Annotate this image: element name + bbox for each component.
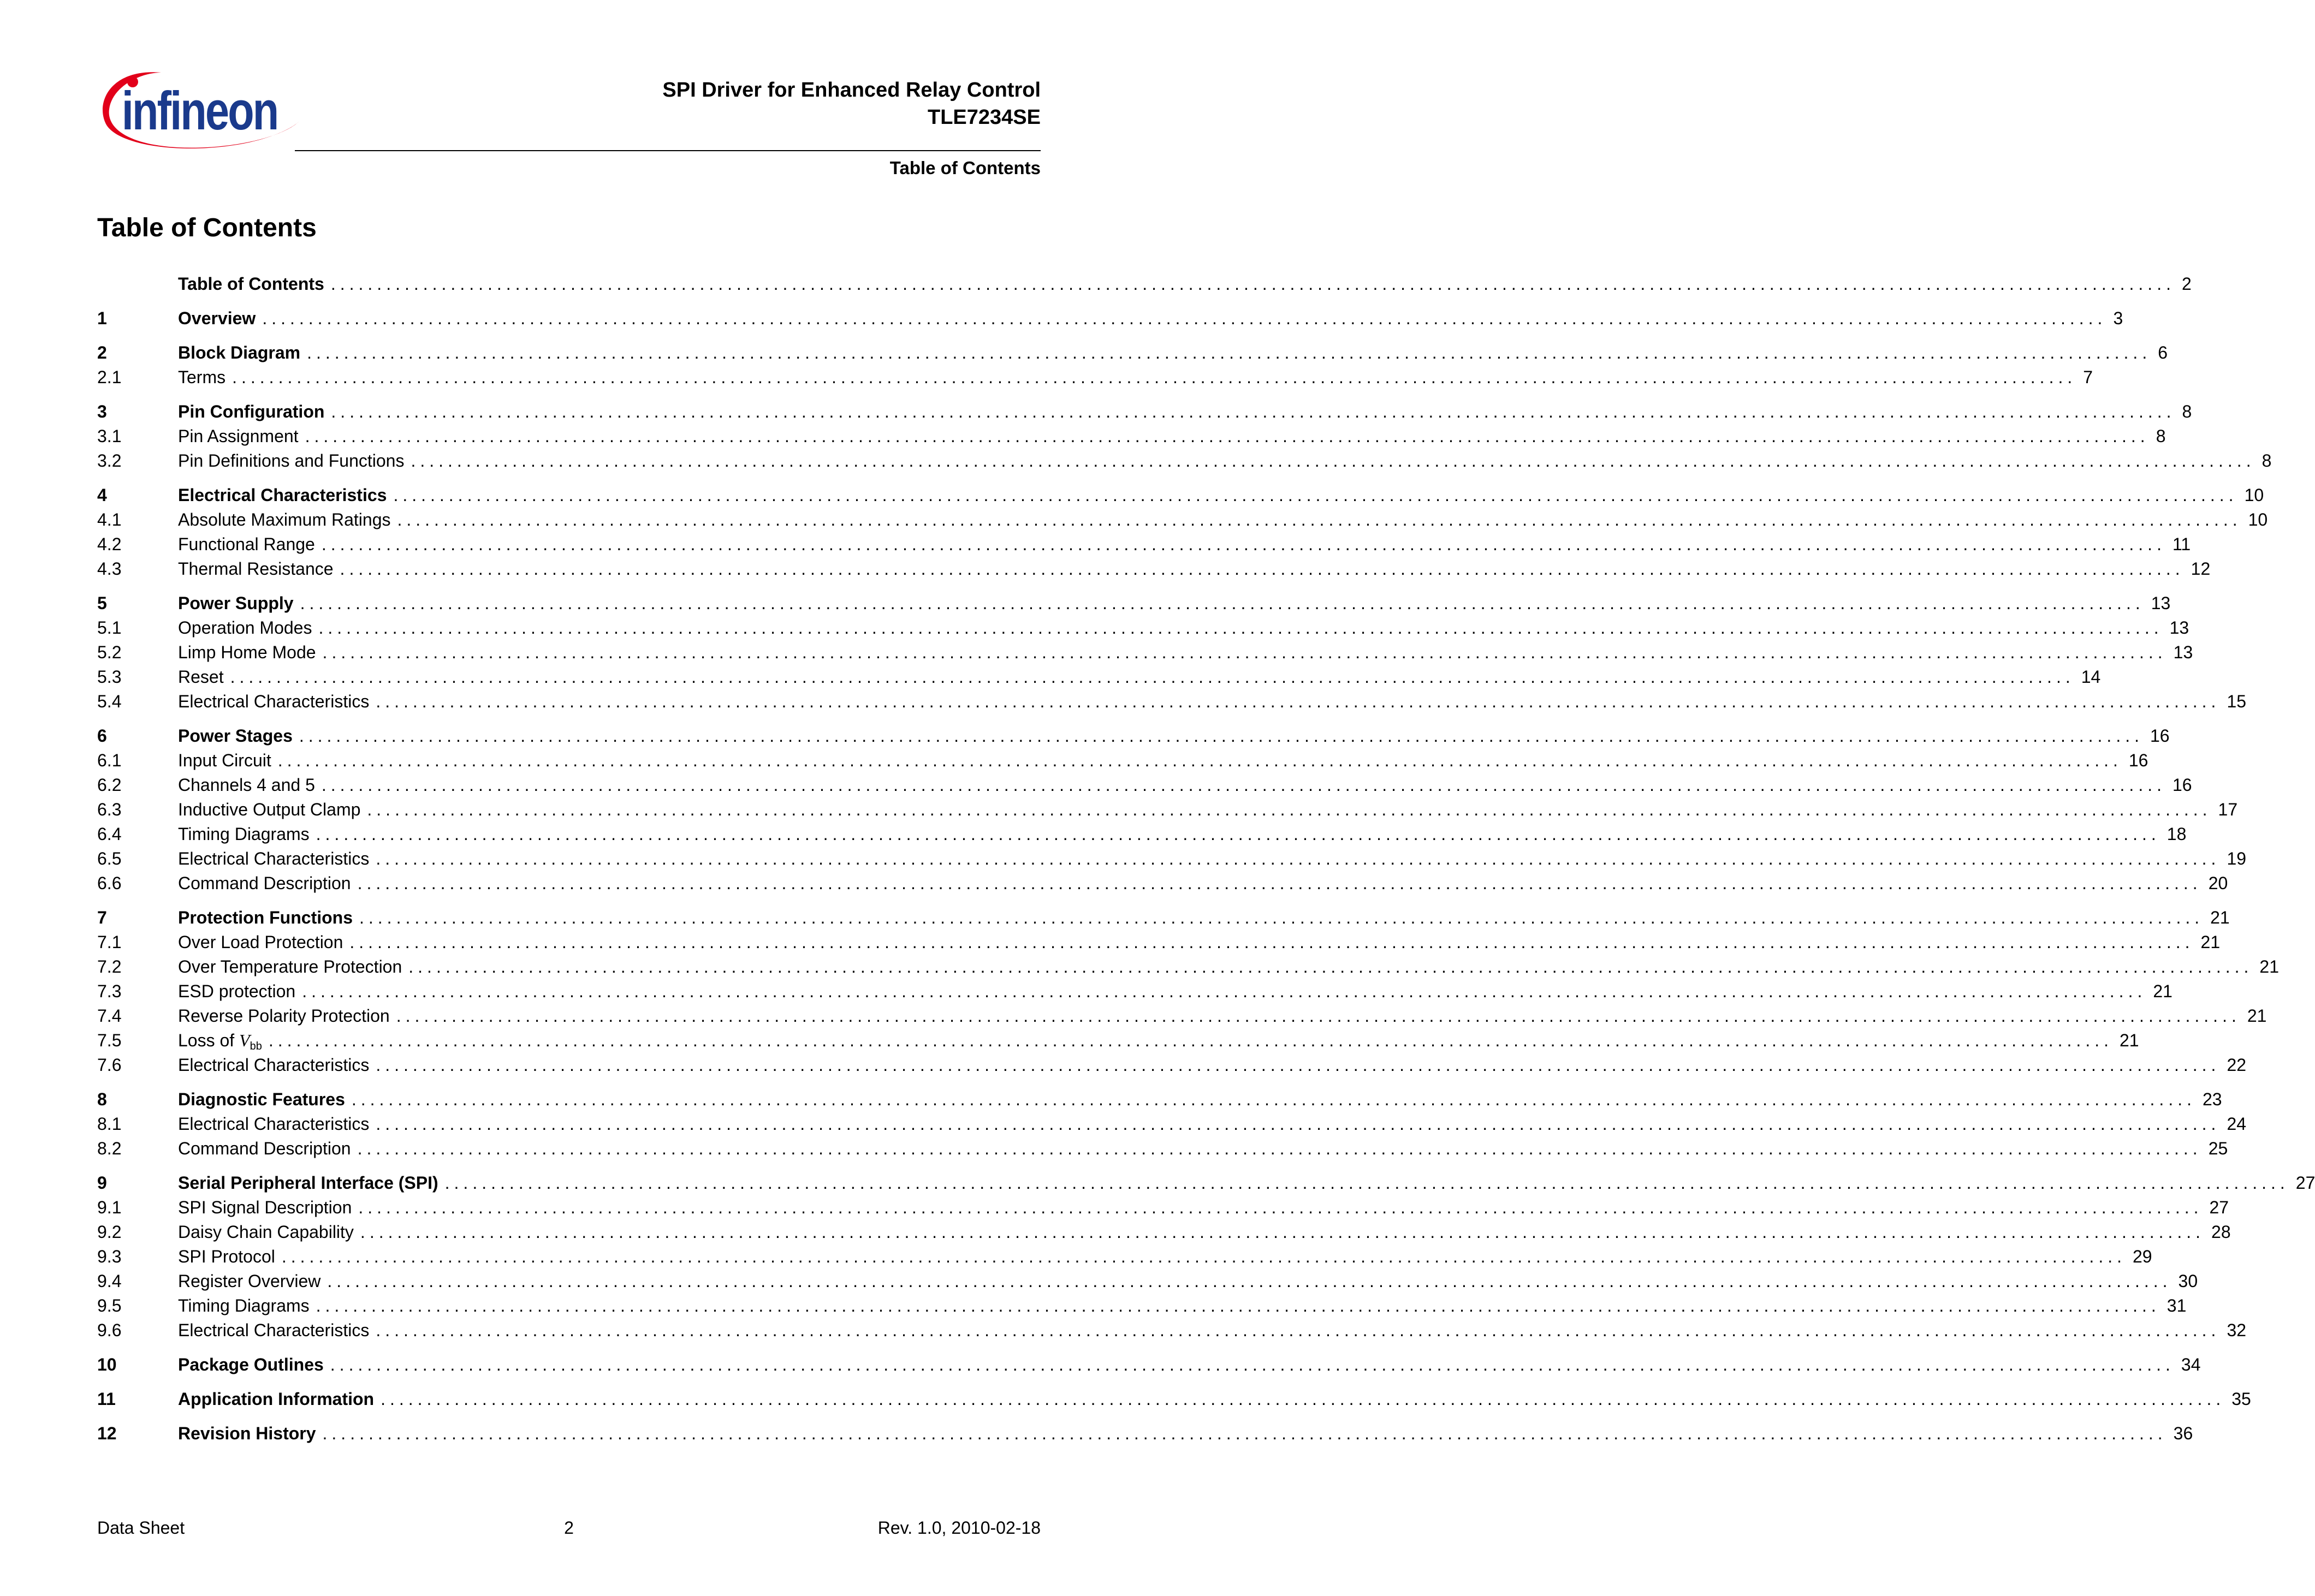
toc-entry-page: 25: [2208, 1139, 2228, 1158]
toc-entry-title[interactable]: [178, 1421, 316, 1446]
toc-entry[interactable]: [97, 906, 2230, 930]
toc-entry[interactable]: [97, 424, 2166, 449]
toc-entry[interactable]: [97, 449, 2272, 473]
toc-entry[interactable]: [97, 979, 2172, 1004]
toc-entry[interactable]: [97, 930, 2221, 955]
toc-entry-number: 4.1: [97, 510, 122, 529]
toc-entry-number: 3.2: [97, 451, 122, 471]
toc-entry-page: 20: [2208, 873, 2228, 893]
toc-entry-number: 9.2: [97, 1222, 122, 1242]
toc-leader-dots: ........................................................................................................................................................................................................: [408, 957, 2253, 976]
toc-entry-title[interactable]: [178, 689, 369, 714]
toc-entry-title[interactable]: [178, 557, 334, 581]
toc-leader-dots: ........................................................................................................................................................................................................: [381, 1389, 2225, 1409]
toc-entry-title-text: Terms: [178, 367, 226, 387]
toc-entry[interactable]: [97, 1171, 2315, 1195]
toc-leader-dots: ........................................................................................................................................................................................................: [299, 726, 2144, 746]
toc-entry-title-text: Command Description: [178, 1139, 351, 1158]
toc-entry[interactable]: [97, 955, 2279, 979]
toc-entry-number: 7.3: [97, 981, 122, 1001]
header-section-label: Table of Contents: [889, 158, 1041, 178]
toc-entry-number: 10: [97, 1355, 117, 1374]
toc-entry[interactable]: [97, 591, 2171, 616]
toc-entry-title-text: Overview: [178, 308, 256, 328]
toc-leader-dots: ........................................................................................................................................................................................................: [376, 849, 2221, 868]
toc-entry-title-text: SPI Signal Description: [178, 1198, 352, 1217]
toc-entry-title[interactable]: [178, 906, 353, 930]
toc-entry-page: 8: [2261, 451, 2272, 471]
toc-entry[interactable]: [97, 508, 2268, 532]
toc-entry-page: 19: [2227, 849, 2247, 868]
document-part-number: TLE7234SE: [928, 106, 1041, 129]
toc-leader-dots: ........................................................................................................................................................................................................: [316, 1296, 2160, 1315]
toc-entry-page: 36: [2173, 1424, 2193, 1443]
toc-entry[interactable]: [97, 640, 2193, 665]
infineon-logo: [96, 63, 303, 158]
toc-leader-dots: ........................................................................................................................................................................................................: [393, 485, 2238, 505]
toc-entry-title[interactable]: [178, 616, 312, 640]
toc-entry-title[interactable]: [178, 797, 360, 822]
toc-entry-title-text: Power Stages: [178, 726, 293, 746]
toc-entry-number: 6: [97, 726, 107, 746]
toc-entry-page: 13: [2151, 593, 2171, 613]
toc-entry-title-text: Functional Range: [178, 534, 315, 554]
document-title: [662, 76, 1041, 131]
toc-entry[interactable]: [97, 306, 2123, 331]
toc-entry[interactable]: [97, 1353, 2201, 1377]
toc-entry-title[interactable]: [178, 341, 300, 365]
toc-entry-page: 21: [2153, 981, 2172, 1001]
toc-entry-number: 7.2: [97, 957, 122, 976]
toc-entry-page: 10: [2244, 485, 2264, 505]
toc-entry-number: 5.2: [97, 642, 122, 662]
footer-doc-type: Data Sheet: [97, 1518, 185, 1538]
toc-entry-number: 5.1: [97, 618, 122, 638]
toc-entry-subscript: bb: [250, 1040, 262, 1052]
toc-entry-title[interactable]: [178, 1004, 390, 1028]
toc-entry-page: 34: [2181, 1355, 2201, 1374]
toc-entry-page: 18: [2166, 824, 2187, 844]
toc-entry-title-text: Application Information: [178, 1389, 375, 1409]
toc-entry[interactable]: [97, 665, 2101, 689]
toc-entry-title-text: Pin Assignment: [178, 426, 299, 446]
toc-entry-page: 8: [2182, 402, 2192, 421]
toc-entry-title-text: Electrical Characteristics: [178, 1320, 370, 1340]
toc-entry-title-text: Limp Home Mode: [178, 642, 316, 662]
toc-entry[interactable]: [97, 797, 2238, 822]
toc-leader-dots: ........................................................................................................................................................................................................: [322, 642, 2167, 662]
toc-entry-number: 1: [97, 308, 107, 328]
toc-leader-dots: ........................................................................................................................................................................................................: [444, 1173, 2289, 1193]
toc-leader-dots: ........................................................................................................................................................................................................: [360, 1222, 2205, 1242]
toc-entry-page: 21: [2200, 932, 2221, 952]
toc-entry-page: 32: [2227, 1320, 2247, 1340]
footer-revision: Rev. 1.0, 2010-02-18: [877, 1518, 1041, 1538]
toc-entry-title-text: Loss of: [178, 1031, 240, 1050]
toc-entry-number: 9.6: [97, 1320, 122, 1340]
toc-entry-page: 10: [2248, 510, 2268, 529]
toc-entry[interactable]: [97, 400, 2192, 424]
toc-entry-number: 7.5: [97, 1031, 122, 1050]
toc-entry-page: 6: [2158, 343, 2168, 362]
toc-leader-dots: ........................................................................................................................................................................................................: [321, 775, 2166, 795]
toc-entry-title-text: Input Circuit: [178, 751, 271, 770]
logo-wordmark: infineon: [121, 80, 278, 141]
toc-entry[interactable]: [97, 748, 2148, 773]
toc-entry-page: 16: [2128, 751, 2148, 770]
toc-entry-page: 21: [2259, 957, 2279, 976]
toc-entry-title[interactable]: [178, 1195, 352, 1220]
toc-entry-number: 6.4: [97, 824, 122, 844]
toc-entry-page: 7: [2083, 367, 2093, 387]
toc-leader-dots: ........................................................................................................................................................................................................: [376, 1114, 2221, 1134]
toc-entry-number: 8.1: [97, 1114, 122, 1134]
toc-entry-page: 13: [2169, 618, 2189, 638]
toc-entry[interactable]: [97, 1269, 2198, 1294]
toc-entry-title-text: Package Outlines: [178, 1355, 324, 1374]
toc-leader-dots: ........................................................................................................................................................................................................: [351, 1089, 2196, 1109]
toc-entry-title[interactable]: [178, 1353, 324, 1377]
toc-entry-title[interactable]: [178, 822, 310, 847]
toc-entry-title-text: Protection Functions: [178, 908, 353, 927]
toc-entry-number: 7.6: [97, 1055, 122, 1075]
toc-entry[interactable]: [97, 822, 2187, 847]
toc-leader-dots: ........................................................................................................................................................................................................: [396, 1006, 2241, 1026]
toc-entry[interactable]: [97, 272, 2192, 296]
toc-entry[interactable]: [97, 689, 2247, 714]
toc-entry-variable: V: [239, 1031, 250, 1050]
toc-leader-dots: ........................................................................................................................................................................................................: [397, 510, 2242, 529]
toc-entry-title[interactable]: [178, 1053, 369, 1077]
toc-entry-number: 8.2: [97, 1139, 122, 1158]
toc-entry-title-text: Daisy Chain Capability: [178, 1222, 354, 1242]
toc-entry-title-text: Reset: [178, 667, 224, 687]
toc-entry-number: 4.3: [97, 559, 122, 579]
toc-entry-page: 23: [2202, 1089, 2222, 1109]
toc-entry-page: 8: [2156, 426, 2166, 446]
toc-entry-page: 24: [2227, 1114, 2247, 1134]
toc-leader-dots: ........................................................................................................................................................................................................: [357, 873, 2202, 893]
toc-entry-number: 6.5: [97, 849, 122, 868]
toc-entry-title[interactable]: [178, 400, 324, 424]
toc-entry-number: 6.2: [97, 775, 122, 795]
toc-entry-title-text: Table of Contents: [178, 274, 324, 294]
toc-entry-title[interactable]: [178, 449, 404, 473]
toc-entry[interactable]: [97, 616, 2189, 640]
toc-leader-dots: ........................................................................................................................................................................................................: [300, 593, 2145, 613]
toc-entry-number: 2.1: [97, 367, 122, 387]
toc-entry[interactable]: [97, 1136, 2228, 1161]
toc-entry-title-text: Block Diagram: [178, 343, 301, 362]
toc-entry-page: 27: [2209, 1198, 2229, 1217]
toc-entry[interactable]: [97, 557, 2211, 581]
toc-leader-dots: ........................................................................................................................................................................................................: [330, 274, 2175, 294]
toc-entry-title[interactable]: [178, 955, 402, 979]
toc-leader-dots: ........................................................................................................................................................................................................: [307, 343, 2152, 362]
toc-leader-dots: ........................................................................................................................................................................................................: [376, 692, 2221, 711]
toc-entry-title[interactable]: [178, 1269, 320, 1294]
toc-entry-number: 6.1: [97, 751, 122, 770]
toc-entry-number: 7.1: [97, 932, 122, 952]
toc-leader-dots: ........................................................................................................................................................................................................: [357, 1139, 2202, 1158]
toc-entry-title[interactable]: [178, 532, 315, 557]
toc-entry-number: 9.3: [97, 1247, 122, 1266]
toc-entry-page: 14: [2081, 667, 2101, 687]
toc-entry[interactable]: [97, 1294, 2187, 1318]
toc-entry-number: 5.4: [97, 692, 122, 711]
toc-entry-page: 21: [2210, 908, 2230, 927]
toc-entry-title[interactable]: [178, 1318, 369, 1343]
toc-entry-number: 9.4: [97, 1271, 122, 1291]
toc-entry[interactable]: [97, 1387, 2251, 1412]
toc-entry-title-text: Timing Diagrams: [178, 1296, 310, 1315]
toc-entry-title-text: Serial Peripheral Interface (SPI): [178, 1173, 438, 1193]
toc-entry-title[interactable]: [178, 1087, 345, 1112]
toc-entry-page: 27: [2295, 1173, 2315, 1193]
toc-entry-number: 7: [97, 908, 107, 927]
toc-entry-page: 30: [2178, 1271, 2198, 1291]
toc-entry-title-text: Over Temperature Protection: [178, 957, 402, 976]
toc-entry-page: 16: [2150, 726, 2170, 746]
header-rule: [295, 150, 1041, 151]
toc-entry-title[interactable]: [178, 640, 316, 665]
toc-entry[interactable]: [97, 724, 2170, 748]
toc-entry-title-text: Electrical Characteristics: [178, 692, 370, 711]
toc-entry-title[interactable]: [178, 508, 390, 532]
toc-entry-title[interactable]: [178, 1387, 374, 1412]
toc-entry-title-text: Electrical Characteristics: [178, 485, 387, 505]
toc-entry-title[interactable]: [178, 483, 387, 508]
toc-leader-dots: ........................................................................................................................................................................................................: [331, 402, 2176, 421]
toc-entry-page: 29: [2132, 1247, 2152, 1266]
toc-entry-title-text: Absolute Maximum Ratings: [178, 510, 391, 529]
toc-entry-number: 4.2: [97, 534, 122, 554]
toc-entry-title[interactable]: [178, 748, 271, 773]
toc-entry-number: 12: [97, 1424, 117, 1443]
toc-entry-title-text: Channels 4 and 5: [178, 775, 315, 795]
toc-leader-dots: ........................................................................................................................................................................................................: [318, 618, 2163, 638]
table-of-contents: [97, 272, 2315, 1446]
toc-entry[interactable]: [97, 1112, 2247, 1136]
toc-entry[interactable]: [97, 1195, 2229, 1220]
toc-entry-title[interactable]: [178, 847, 369, 871]
toc-entry-title[interactable]: [178, 591, 294, 616]
toc-leader-dots: ........................................................................................................................................................................................................: [376, 1320, 2221, 1340]
toc-entry-title-text: Reverse Polarity Protection: [178, 1006, 390, 1026]
page-title: Table of Contents: [97, 213, 317, 242]
toc-entry-page: 22: [2227, 1055, 2247, 1075]
toc-entry-page: 31: [2166, 1296, 2187, 1315]
toc-leader-dots: ........................................................................................................................................................................................................: [302, 981, 2147, 1001]
toc-entry-title-text: Operation Modes: [178, 618, 312, 638]
toc-entry-title-text: Power Supply: [178, 593, 294, 613]
toc-entry-number: 3: [97, 402, 107, 421]
toc-entry-title[interactable]: [178, 1244, 275, 1269]
toc-entry-number: 5.3: [97, 667, 122, 687]
toc-entry-title-text: Register Overview: [178, 1271, 321, 1291]
toc-leader-dots: ........................................................................................................................................................................................................: [367, 800, 2212, 819]
toc-leader-dots: ........................................................................................................................................................................................................: [232, 367, 2077, 387]
toc-entry-title[interactable]: [178, 1294, 310, 1318]
toc-entry-title-text: Revision History: [178, 1424, 316, 1443]
toc-entry-title-text: Electrical Characteristics: [178, 1055, 370, 1075]
toc-entry-number: 3.1: [97, 426, 122, 446]
toc-entry-page: 16: [2172, 775, 2192, 795]
toc-entry-page: 21: [2247, 1006, 2267, 1026]
toc-entry[interactable]: [97, 847, 2247, 871]
toc-entry[interactable]: [97, 871, 2228, 896]
toc-entry-page: 3: [2113, 308, 2123, 328]
toc-entry-title-text: Pin Definitions and Functions: [178, 451, 405, 471]
toc-leader-dots: ........................................................................................................................................................................................................: [358, 1198, 2203, 1217]
toc-entry-number: 2: [97, 343, 107, 362]
toc-leader-dots: ........................................................................................................................................................................................................: [277, 751, 2122, 770]
toc-leader-dots: ........................................................................................................................................................................................................: [327, 1271, 2172, 1291]
footer-page-number: 2: [564, 1518, 574, 1538]
toc-entry[interactable]: [97, 773, 2192, 797]
toc-entry-number: 4: [97, 485, 107, 505]
toc-leader-dots: ........................................................................................................................................................................................................: [230, 667, 2075, 687]
toc-entry-page: 28: [2211, 1222, 2231, 1242]
toc-entry[interactable]: [97, 341, 2168, 365]
toc-entry[interactable]: [97, 1421, 2193, 1446]
toc-entry-title[interactable]: [178, 1171, 438, 1195]
toc-entry-title[interactable]: [178, 871, 351, 896]
toc-entry-title[interactable]: [178, 424, 299, 449]
toc-entry-page: 12: [2191, 559, 2211, 579]
toc-entry[interactable]: [97, 1220, 2231, 1244]
toc-leader-dots: ........................................................................................................................................................................................................: [268, 1031, 2113, 1050]
toc-entry-number: 9: [97, 1173, 107, 1193]
toc-leader-dots: ........................................................................................................................................................................................................: [340, 559, 2185, 579]
toc-entry-page: 15: [2227, 692, 2247, 711]
toc-entry-page: 13: [2173, 642, 2193, 662]
toc-entry-title[interactable]: [178, 1220, 354, 1244]
toc-leader-dots: ........................................................................................................................................................................................................: [262, 308, 2107, 328]
toc-leader-dots: ........................................................................................................................................................................................................: [359, 908, 2204, 927]
toc-entry-title-text: Inductive Output Clamp: [178, 800, 361, 819]
toc-entry-title[interactable]: [178, 1136, 351, 1161]
document-title-line1: SPI Driver for Enhanced Relay Control: [662, 79, 1041, 102]
toc-entry-title-text: Timing Diagrams: [178, 824, 310, 844]
toc-entry[interactable]: [97, 1028, 2139, 1053]
toc-entry[interactable]: [97, 483, 2264, 508]
toc-entry-title-text: Thermal Resistance: [178, 559, 334, 579]
page-footer: [97, 1516, 1041, 1539]
toc-entry-title[interactable]: [178, 272, 324, 296]
toc-entry-title-text: Pin Configuration: [178, 402, 325, 421]
toc-entry-page: 17: [2218, 800, 2238, 819]
toc-entry-number: 8: [97, 1089, 107, 1109]
toc-leader-dots: ........................................................................................................................................................................................................: [321, 534, 2166, 554]
toc-entry-title[interactable]: [178, 365, 225, 390]
toc-entry-title[interactable]: [178, 306, 256, 331]
toc-entry-title-text: ESD protection: [178, 981, 296, 1001]
toc-entry-title[interactable]: [178, 930, 343, 955]
toc-entry[interactable]: [97, 1244, 2152, 1269]
toc-entry-title-text: SPI Protocol: [178, 1247, 275, 1266]
toc-leader-dots: ........................................................................................................................................................................................................: [305, 426, 2150, 446]
toc-entry-title-text: Command Description: [178, 873, 351, 893]
toc-entry-number: 11: [97, 1389, 116, 1409]
toc-entry[interactable]: [97, 1087, 2222, 1112]
toc-entry-page: 21: [2119, 1031, 2139, 1050]
toc-entry-number: 5: [97, 593, 107, 613]
toc-entry-page: 35: [2231, 1389, 2251, 1409]
toc-leader-dots: ........................................................................................................................................................................................................: [349, 932, 2194, 952]
toc-entry-number: 9.1: [97, 1198, 122, 1217]
toc-entry-number: 6.3: [97, 800, 122, 819]
toc-entry-title-text: Diagnostic Features: [178, 1089, 345, 1109]
toc-leader-dots: ........................................................................................................................................................................................................: [281, 1247, 2126, 1266]
toc-entry-title[interactable]: [178, 665, 224, 689]
toc-leader-dots: ........................................................................................................................................................................................................: [330, 1355, 2175, 1374]
toc-entry-title-text: Electrical Characteristics: [178, 1114, 370, 1134]
toc-entry-page: 11: [2172, 534, 2191, 554]
toc-entry-number: 7.4: [97, 1006, 122, 1026]
toc-entry-title[interactable]: [178, 724, 293, 748]
toc-entry[interactable]: [97, 1053, 2247, 1077]
toc-entry-number: 6.6: [97, 873, 122, 893]
toc-entry-title-text: Electrical Characteristics: [178, 849, 370, 868]
toc-leader-dots: ........................................................................................................................................................................................................: [322, 1424, 2167, 1443]
toc-entry[interactable]: [97, 365, 2093, 390]
toc-entry-title[interactable]: [178, 1112, 369, 1136]
toc-entry-title[interactable]: [178, 979, 295, 1004]
toc-leader-dots: ........................................................................................................................................................................................................: [316, 824, 2160, 844]
toc-entry-title-text: Over Load Protection: [178, 932, 343, 952]
toc-entry-number: 9.5: [97, 1296, 122, 1315]
toc-entry[interactable]: [97, 1318, 2247, 1343]
toc-entry[interactable]: [97, 1004, 2267, 1028]
toc-entry-title[interactable]: [178, 773, 315, 797]
toc-leader-dots: ........................................................................................................................................................................................................: [411, 451, 2255, 471]
toc-leader-dots: ........................................................................................................................................................................................................: [376, 1055, 2221, 1075]
toc-entry-page: 2: [2181, 274, 2192, 294]
toc-entry[interactable]: [97, 532, 2191, 557]
